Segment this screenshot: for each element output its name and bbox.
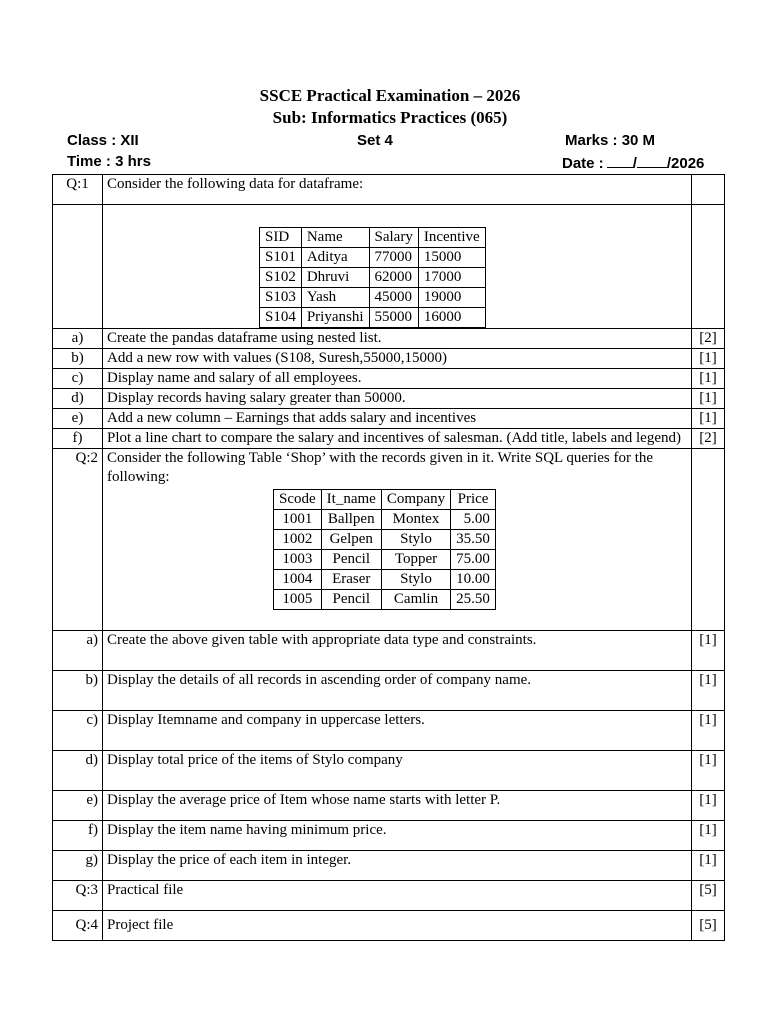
shop-cell: Pencil bbox=[321, 550, 381, 570]
shop-cell: 1004 bbox=[274, 570, 322, 590]
part-marks: [1] bbox=[692, 791, 725, 821]
q2-row bbox=[53, 449, 725, 631]
q2-part-row bbox=[53, 851, 725, 881]
part-text: Display the price of each item in integer. bbox=[103, 851, 692, 881]
dataframe-cell: 45000 bbox=[369, 288, 418, 308]
q1-row bbox=[53, 175, 725, 205]
part-text: Display the details of all records in ascending order of company name. bbox=[103, 671, 692, 711]
shop-row bbox=[274, 590, 496, 610]
part-label: b) bbox=[53, 349, 103, 369]
part-marks: [1] bbox=[692, 409, 725, 429]
shop-cell: Camlin bbox=[381, 590, 450, 610]
part-marks: [1] bbox=[692, 711, 725, 751]
exam-title: SSCE Practical Examination – 2026 bbox=[259, 86, 521, 105]
dataframe-cell: S104 bbox=[260, 308, 302, 328]
shop-cell: Ballpen bbox=[321, 510, 381, 530]
shop-cell: 35.50 bbox=[451, 530, 496, 550]
part-text: Display Itemname and company in uppercase letters. bbox=[103, 711, 692, 751]
part-text: Add a new row with values (S108, Suresh,55000,15000) bbox=[103, 349, 692, 369]
dataframe-row bbox=[260, 308, 486, 328]
shop-cell: 1001 bbox=[274, 510, 322, 530]
dataframe-header-cell: SID bbox=[260, 228, 302, 248]
shop-cell: 25.50 bbox=[451, 590, 496, 610]
q2-marks bbox=[692, 449, 725, 631]
shop-header-cell: Scode bbox=[274, 490, 322, 510]
part-label: f) bbox=[53, 429, 103, 449]
part-text: Add a new column – Earnings that adds salary and incentives bbox=[103, 409, 692, 429]
shop-cell: Pencil bbox=[321, 590, 381, 610]
dataframe-cell: Aditya bbox=[301, 248, 369, 268]
shop-cell: Eraser bbox=[321, 570, 381, 590]
part-marks: [1] bbox=[692, 851, 725, 881]
part-marks: [1] bbox=[692, 751, 725, 791]
dataframe-header-cell: Salary bbox=[369, 228, 418, 248]
part-text: Display the item name having minimum price. bbox=[103, 821, 692, 851]
part-marks: [1] bbox=[692, 369, 725, 389]
part-label: c) bbox=[53, 711, 103, 751]
part-text: Display name and salary of all employees. bbox=[103, 369, 692, 389]
q1-table-marks bbox=[692, 205, 725, 329]
q2-part-row bbox=[53, 631, 725, 671]
q1-part-row bbox=[53, 429, 725, 449]
shop-cell: 75.00 bbox=[451, 550, 496, 570]
part-marks: [2] bbox=[692, 329, 725, 349]
q1-table-cell bbox=[103, 205, 692, 329]
part-label: c) bbox=[53, 369, 103, 389]
time-label: Time : 3 hrs bbox=[67, 153, 151, 170]
marks-label: Marks : 30 M bbox=[565, 132, 656, 149]
q1-marks bbox=[692, 175, 725, 205]
part-marks: [1] bbox=[692, 671, 725, 711]
q1-part-row bbox=[53, 389, 725, 409]
shop-cell: 10.00 bbox=[451, 570, 496, 590]
q2-part-row bbox=[53, 671, 725, 711]
q4-marks: [5] bbox=[692, 911, 725, 941]
shop-header-cell: Company bbox=[381, 490, 450, 510]
q1-table-row bbox=[53, 205, 725, 329]
q1-part-row bbox=[53, 349, 725, 369]
q2-part-row bbox=[53, 791, 725, 821]
shop-table bbox=[273, 489, 496, 610]
q1-number: Q:1 bbox=[53, 175, 103, 205]
part-label: a) bbox=[53, 329, 103, 349]
part-text: Display total price of the items of Stylo company bbox=[103, 751, 692, 791]
exam-subject: Sub: Informatics Practices (065) bbox=[272, 108, 508, 127]
q2-part-row bbox=[53, 751, 725, 791]
part-label: b) bbox=[53, 671, 103, 711]
set-label: Set 4 bbox=[357, 132, 393, 149]
q4-row bbox=[53, 911, 725, 941]
part-label: a) bbox=[53, 631, 103, 671]
shop-cell: 5.00 bbox=[451, 510, 496, 530]
date-field: Date : / /2026 bbox=[562, 155, 705, 172]
part-marks: [1] bbox=[692, 821, 725, 851]
date-month-blank bbox=[637, 153, 667, 168]
q3-marks: [5] bbox=[692, 881, 725, 911]
shop-cell: Stylo bbox=[381, 530, 450, 550]
part-marks: [1] bbox=[692, 389, 725, 409]
dataframe-cell: 16000 bbox=[418, 308, 485, 328]
q2-number: Q:2 bbox=[53, 449, 103, 631]
q3-number: Q:3 bbox=[53, 881, 103, 911]
dataframe-cell: 15000 bbox=[418, 248, 485, 268]
dataframe-row bbox=[260, 268, 486, 288]
part-text: Create the above given table with appropriate data type and constraints. bbox=[103, 631, 692, 671]
shop-cell: Stylo bbox=[381, 570, 450, 590]
shop-header-cell: It_name bbox=[321, 490, 381, 510]
q2-part-row bbox=[53, 711, 725, 751]
dataframe-cell: S101 bbox=[260, 248, 302, 268]
class-label: Class : XII bbox=[67, 132, 139, 149]
q1-part-row bbox=[53, 369, 725, 389]
shop-cell: 1003 bbox=[274, 550, 322, 570]
part-marks: [2] bbox=[692, 429, 725, 449]
shop-row bbox=[274, 550, 496, 570]
dataframe-header-row bbox=[260, 228, 486, 248]
q1-text: Consider the following data for dataframe: bbox=[103, 175, 692, 205]
part-label: e) bbox=[53, 409, 103, 429]
part-label: e) bbox=[53, 791, 103, 821]
dataframe-cell: 19000 bbox=[418, 288, 485, 308]
q3-row bbox=[53, 881, 725, 911]
part-marks: [1] bbox=[692, 631, 725, 671]
shop-header-cell: Price bbox=[451, 490, 496, 510]
dataframe-header-cell: Name bbox=[301, 228, 369, 248]
question-table bbox=[52, 174, 725, 941]
dataframe-row bbox=[260, 288, 486, 308]
q2-content bbox=[103, 449, 692, 631]
shop-row bbox=[274, 510, 496, 530]
date-label: Date : bbox=[562, 155, 604, 172]
part-marks: [1] bbox=[692, 349, 725, 369]
part-text: Display records having salary greater than 50000. bbox=[103, 389, 692, 409]
dataframe-cell: S103 bbox=[260, 288, 302, 308]
dataframe-row bbox=[260, 248, 486, 268]
dataframe-table bbox=[259, 227, 486, 328]
q2-part-row bbox=[53, 821, 725, 851]
shop-cell: Topper bbox=[381, 550, 450, 570]
dataframe-cell: S102 bbox=[260, 268, 302, 288]
q1-part-row bbox=[53, 409, 725, 429]
dataframe-cell: Dhruvi bbox=[301, 268, 369, 288]
shop-row bbox=[274, 570, 496, 590]
part-label: d) bbox=[53, 389, 103, 409]
date-year: /2026 bbox=[666, 155, 705, 172]
shop-cell: Montex bbox=[381, 510, 450, 530]
part-text: Display the average price of Item whose name starts with letter P. bbox=[103, 791, 692, 821]
shop-cell: 1005 bbox=[274, 590, 322, 610]
dataframe-cell: 77000 bbox=[369, 248, 418, 268]
dataframe-header-cell: Incentive bbox=[418, 228, 485, 248]
shop-row bbox=[274, 530, 496, 550]
part-text: Plot a line chart to compare the salary and incentives of salesman. (Add title, labels and legend) bbox=[103, 429, 692, 449]
dataframe-cell: Priyanshi bbox=[301, 308, 369, 328]
shop-cell: Gelpen bbox=[321, 530, 381, 550]
q4-number: Q:4 bbox=[53, 911, 103, 941]
date-day-blank bbox=[607, 153, 633, 168]
part-label: d) bbox=[53, 751, 103, 791]
shop-cell: 1002 bbox=[274, 530, 322, 550]
q1-part-row bbox=[53, 329, 725, 349]
dataframe-cell: 62000 bbox=[369, 268, 418, 288]
shop-header-row bbox=[274, 490, 496, 510]
q3-text: Practical file bbox=[103, 881, 692, 911]
q2-text: Consider the following Table ‘Shop’ with the records given in it. Write SQL queries for the following: bbox=[107, 450, 654, 485]
part-label: f) bbox=[53, 821, 103, 851]
part-text: Create the pandas dataframe using nested list. bbox=[103, 329, 692, 349]
dataframe-cell: Yash bbox=[301, 288, 369, 308]
dataframe-cell: 17000 bbox=[418, 268, 485, 288]
q1-table-number bbox=[53, 205, 103, 329]
q4-text: Project file bbox=[103, 911, 692, 941]
part-label: g) bbox=[53, 851, 103, 881]
dataframe-cell: 55000 bbox=[369, 308, 418, 328]
